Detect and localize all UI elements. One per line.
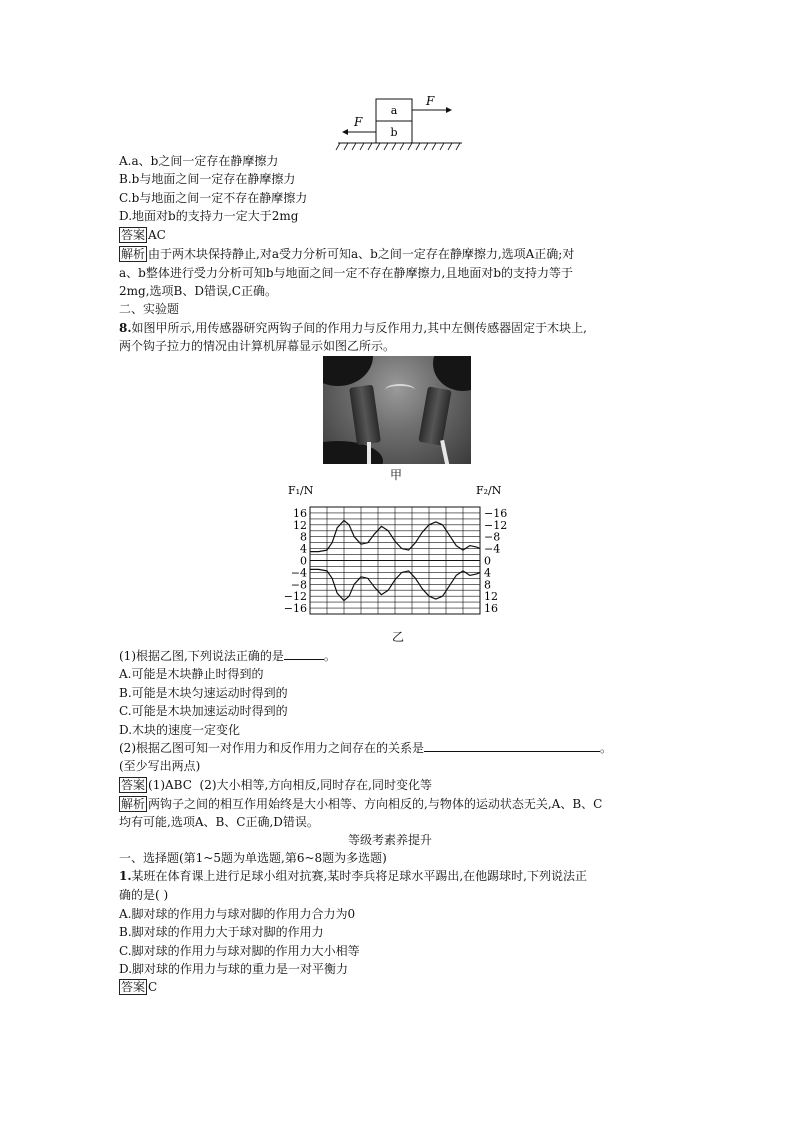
q7-analysis-line-1 <box>119 245 574 263</box>
q7-option-c: C.b与地面之间一定不存在静摩擦力 <box>119 191 308 205</box>
q8-sub2-blank <box>424 739 600 752</box>
q8-sub2-end: 。 <box>600 741 613 755</box>
q7-option-d: D.地面对b的支持力一定大于2mg <box>119 209 299 223</box>
hooks <box>385 384 415 396</box>
q1-option-b: B.脚对球的作用力大于球对脚的作用力 <box>119 925 324 939</box>
q8-stem-text-1: 如图甲所示,用传感器研究两钩子间的作用力与反作用力,其中左侧传感器固定于木块上, <box>131 321 587 335</box>
block-b-label: b <box>390 126 398 139</box>
force-label-right: F <box>426 94 435 108</box>
chart-caption: 乙 <box>392 630 405 644</box>
right-tick-label: −12 <box>484 518 508 532</box>
photo-shadow-bottom <box>323 441 383 464</box>
block-a-label: a <box>390 104 398 117</box>
q8-sub1-option-d: D.木块的速度一定变化 <box>119 723 241 737</box>
left-tick-label: −4 <box>290 566 307 580</box>
right-tick-label: −8 <box>484 530 501 544</box>
left-axis-label: F₁/N <box>288 484 314 497</box>
q8-sub2-line <box>119 739 612 757</box>
right-sensor <box>418 386 451 445</box>
arrow-head-left-icon <box>342 129 348 135</box>
q8-number: 8. <box>119 321 132 335</box>
section-choice-title: 一、选择题(第1~5题为单选题,第6~8题为多选题) <box>119 851 387 865</box>
left-tick-label: −8 <box>290 578 307 592</box>
left-tick-label: 16 <box>293 506 307 520</box>
left-tick-label: −16 <box>283 602 307 616</box>
right-tick-label: 16 <box>484 602 498 616</box>
right-tick-label: 12 <box>484 590 498 604</box>
force-label-left: F <box>354 115 363 129</box>
section-experiment-title: 二、实验题 <box>119 302 180 316</box>
right-cable <box>440 440 450 464</box>
q8-sub1-option-c: C.可能是木块加速运动时得到的 <box>119 704 288 718</box>
q8-analysis-text-1: 两钩子之间的相互作用始终是大小相等、方向相反的,与物体的运动状态无关,A、B、C <box>148 797 603 811</box>
q1-option-d: D.脚对球的作用力与球的重力是一对平衡力 <box>119 962 349 976</box>
q8-answer-tag: 答案 <box>121 778 146 792</box>
q7-option-a: A.a、b之间一定存在静摩擦力 <box>119 154 279 168</box>
photo-shadow-left <box>323 356 373 386</box>
right-axis-label: F₂/N <box>476 484 502 497</box>
q7-analysis-line-3: 2mg,选项B、D错误,C正确。 <box>119 284 277 298</box>
chart-grid <box>310 507 480 614</box>
q7-answer-line <box>119 226 166 244</box>
q1-stem-line-1 <box>119 867 587 885</box>
right-tick-label: 8 <box>484 578 491 592</box>
q7-option-b: B.b与地面之间一定存在静摩擦力 <box>119 172 296 186</box>
q8-analysis-line-2: 均有可能,选项A、B、C正确,D错误。 <box>119 815 319 829</box>
right-tick-label: −4 <box>484 542 501 556</box>
q1-option-a: A.脚对球的作用力与球对脚的作用力合力为0 <box>119 907 356 921</box>
q8-sub2-stem: (2)根据乙图可知一对作用力和反作用力之间存在的关系是 <box>119 741 425 755</box>
q8-sub1-end: 。 <box>323 649 336 663</box>
q8-stem-line-2: 两个钩子拉力的情况由计算机屏幕显示如图乙所示。 <box>119 339 396 353</box>
photo-caption: 甲 <box>390 468 403 482</box>
q1-stem-text-1: 某班在体育课上进行足球小组对抗赛,某时李兵将足球水平踢出,在他踢球时,下列说法正 <box>131 869 587 883</box>
sensor-photo <box>323 356 471 464</box>
left-cable <box>367 442 371 464</box>
left-tick-label: 12 <box>293 518 307 532</box>
q8-sub1-stem: (1)根据乙图,下列说法正确的是 <box>119 649 284 663</box>
left-tick-label: 8 <box>300 530 307 544</box>
ground-hatching <box>336 143 460 150</box>
photo-shadow-right <box>433 356 471 391</box>
left-tick-label: −12 <box>283 590 307 604</box>
force-chart <box>280 480 520 630</box>
q7-analysis-line-2: a、b整体进行受力分析可知b与地面之间一定不存在静摩擦力,且地面对b的支持力等于 <box>119 266 574 280</box>
q7-answer-tag: 答案 <box>121 228 146 242</box>
section-heading: 等级考素养提升 <box>348 833 433 847</box>
arrow-head-right-icon <box>446 107 452 113</box>
q8-analysis-tag: 解析 <box>121 797 146 811</box>
q1-option-c: C.脚对球的作用力与球对脚的作用力大小相等 <box>119 944 360 958</box>
q8-sub1-blank <box>284 647 324 660</box>
q1-answer: C <box>148 980 158 994</box>
q1-answer-tag: 答案 <box>121 980 146 994</box>
q8-answer: (1)ABC (2)大小相等,方向相反,同时存在,同时变化等 <box>148 778 432 792</box>
left-sensor <box>349 385 381 446</box>
q7-analysis-text-1: 由于两木块保持静止,对a受力分析可知a、b之间一定存在静摩擦力,选项A正确;对 <box>148 247 575 261</box>
q8-sub2-note: (至少写出两点) <box>119 759 201 773</box>
q8-answer-line <box>119 776 432 794</box>
q8-analysis-line-1 <box>119 795 602 813</box>
right-tick-label: 4 <box>484 566 491 580</box>
q8-sub1-option-a: A.可能是木块静止时得到的 <box>119 667 264 681</box>
q8-stem-line-1 <box>119 319 587 337</box>
left-tick-label: 4 <box>300 542 307 556</box>
q8-sub1-line <box>119 647 336 665</box>
q7-answer: AC <box>148 228 166 242</box>
q8-sub1-option-b: B.可能是木块匀速运动时得到的 <box>119 686 288 700</box>
right-tick-label: −16 <box>484 506 508 520</box>
q1-number: 1. <box>119 869 132 883</box>
q1-stem-line-2: 确的是( ) <box>119 888 169 902</box>
block-force-diagram <box>330 92 470 154</box>
q7-analysis-tag: 解析 <box>121 247 146 261</box>
q1-answer-line <box>119 978 157 996</box>
left-tick-label: 0 <box>300 554 307 568</box>
right-tick-label: 0 <box>484 554 491 568</box>
